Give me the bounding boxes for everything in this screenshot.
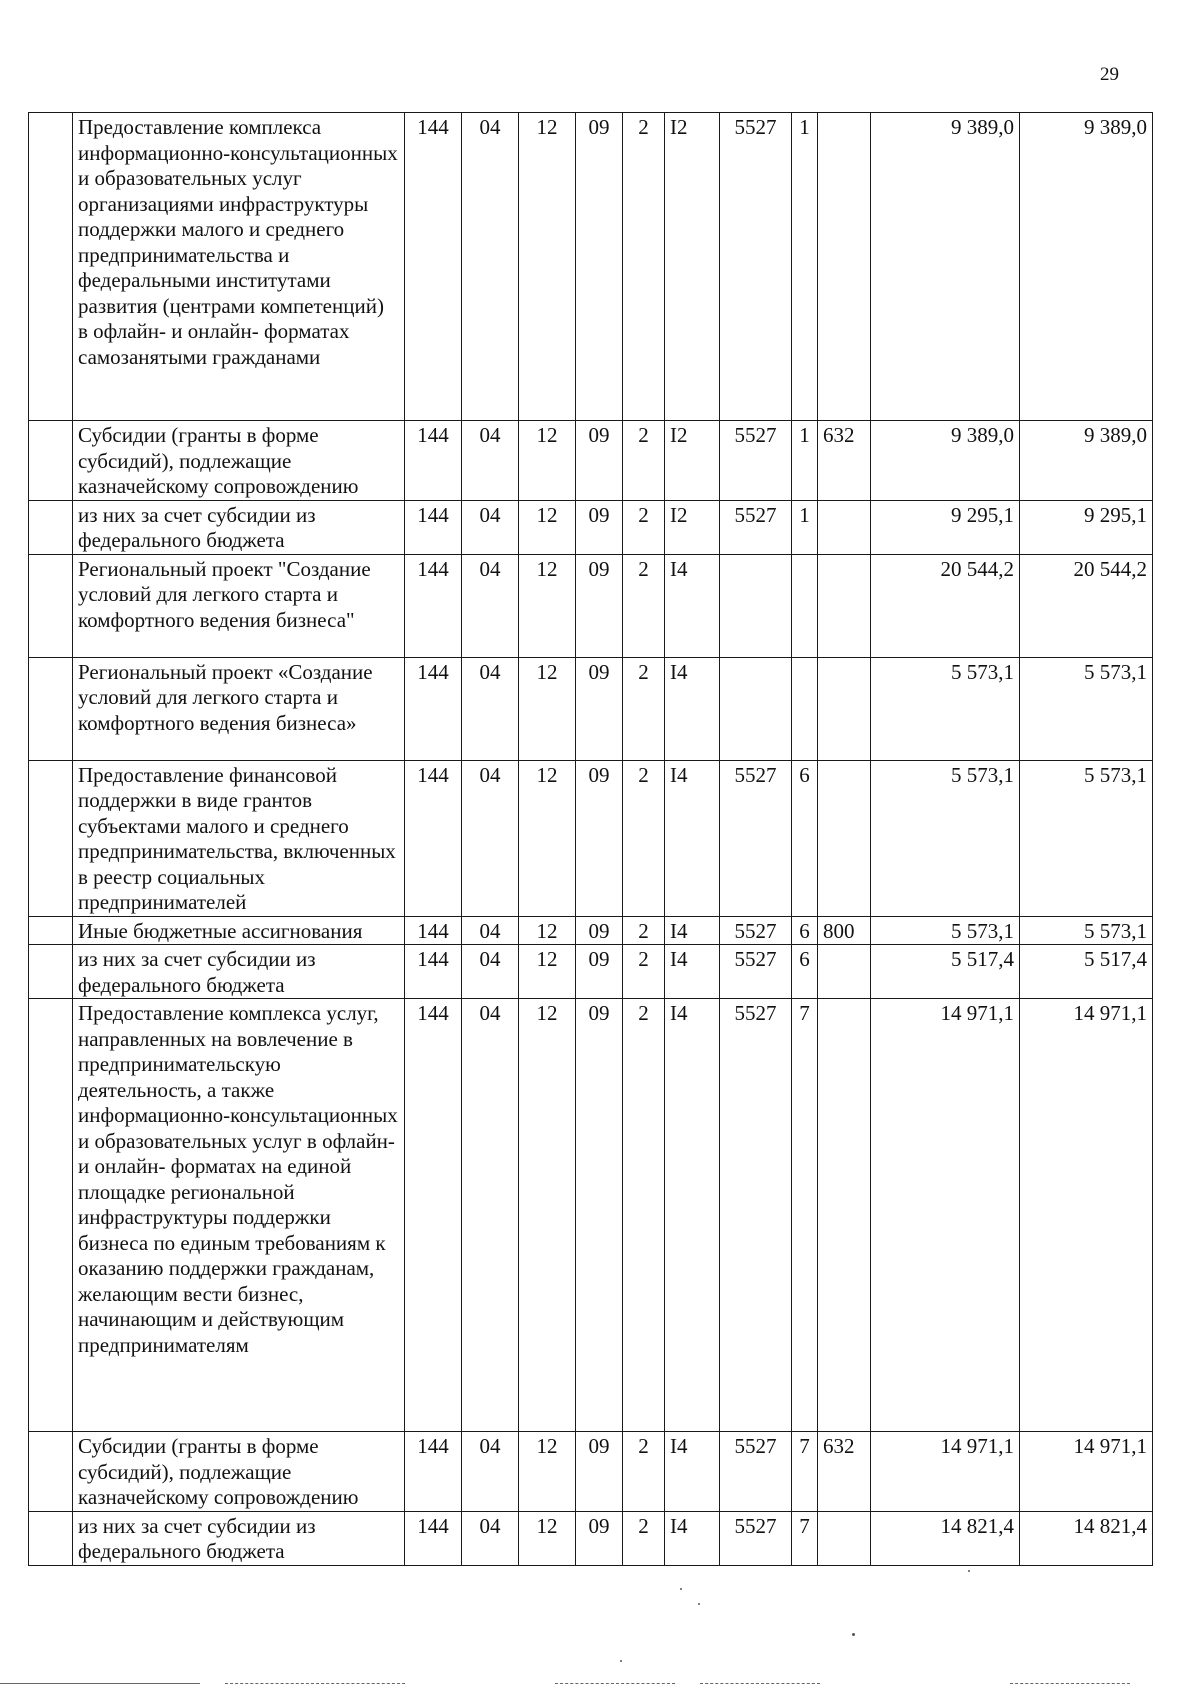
target-article-part5-cell: 6 [792,945,818,999]
row-number-cell [29,760,73,916]
subsection-code-cell: 12 [519,945,576,999]
amount-year1-cell: 5 517,4 [871,945,1020,999]
expense-name-cell: Предоставление комплекса информационно-консультационных и образовательных услуг организациями инфраструктуры поддержки малого и среднего предпринимательства и федеральными институтами развития (центрами компетенций) в офлайн- и онлайн- форматах самозанятыми гражданами [73,113,405,421]
expense-type-cell [818,554,871,657]
amount-year2-cell: 5 573,1 [1020,916,1153,945]
section-code-cell: 04 [462,760,519,916]
amount-year2-cell: 14 821,4 [1020,1511,1153,1565]
target-article-part5-cell: 6 [792,760,818,916]
scan-speck [968,1570,970,1572]
expense-type-cell [818,945,871,999]
expense-type-cell [818,760,871,916]
expense-type-cell [818,113,871,421]
table-row [29,760,1153,916]
grbs-code-cell: 144 [405,421,462,501]
subsection-code-cell: 12 [519,999,576,1432]
table-row [29,999,1153,1432]
grbs-code-cell: 144 [405,760,462,916]
target-article-part2-cell: 2 [623,113,665,421]
target-article-part4-cell: 5527 [720,945,792,999]
footer-line [555,1683,675,1684]
target-article-part4-cell: 5527 [720,999,792,1432]
row-number-cell [29,1432,73,1512]
row-number-cell [29,500,73,554]
footer-line [225,1683,405,1684]
target-article-part1-cell: 09 [576,421,623,501]
subsection-code-cell: 12 [519,657,576,760]
target-article-part1-cell: 09 [576,657,623,760]
expense-name-cell: Предоставление финансовой поддержки в виде грантов субъектами малого и среднего предпринимательства, включенных в реестр социальных предпринимателей [73,760,405,916]
expense-name-cell: из них за счет субсидии из федерального бюджета [73,500,405,554]
table-row [29,1432,1153,1512]
subsection-code-cell: 12 [519,760,576,916]
section-code-cell: 04 [462,999,519,1432]
table-row [29,554,1153,657]
target-article-part5-cell: 1 [792,500,818,554]
expense-type-cell [818,999,871,1432]
target-article-part1-cell: 09 [576,916,623,945]
row-number-cell [29,1511,73,1565]
subsection-code-cell: 12 [519,916,576,945]
target-article-part1-cell: 09 [576,500,623,554]
subsection-code-cell: 12 [519,113,576,421]
target-article-part1-cell: 09 [576,1511,623,1565]
subsection-code-cell: 12 [519,1432,576,1512]
target-article-part3-cell: I4 [665,1511,720,1565]
amount-year2-cell: 14 971,1 [1020,999,1153,1432]
page-number: 29 [1100,64,1119,85]
target-article-part2-cell: 2 [623,1511,665,1565]
table-body [29,113,1153,1566]
target-article-part5-cell [792,657,818,760]
row-number-cell [29,113,73,421]
target-article-part2-cell: 2 [623,1432,665,1512]
grbs-code-cell: 144 [405,500,462,554]
table-row [29,421,1153,501]
target-article-part3-cell: I4 [665,760,720,916]
target-article-part4-cell: 5527 [720,1432,792,1512]
target-article-part4-cell [720,657,792,760]
row-number-cell [29,421,73,501]
target-article-part4-cell: 5527 [720,916,792,945]
scan-speck [698,1603,700,1605]
expense-name-cell: из них за счет субсидии из федерального бюджета [73,945,405,999]
target-article-part5-cell: 7 [792,1432,818,1512]
section-code-cell: 04 [462,945,519,999]
target-article-part4-cell: 5527 [720,421,792,501]
footer-line [0,1683,200,1684]
target-article-part3-cell: I4 [665,1432,720,1512]
expense-type-cell: 632 [818,1432,871,1512]
table-row [29,916,1153,945]
amount-year1-cell: 5 573,1 [871,760,1020,916]
table-row [29,113,1153,421]
grbs-code-cell: 144 [405,945,462,999]
subsection-code-cell: 12 [519,500,576,554]
table-row [29,500,1153,554]
target-article-part1-cell: 09 [576,113,623,421]
target-article-part2-cell: 2 [623,500,665,554]
grbs-code-cell: 144 [405,916,462,945]
footer-line [1010,1683,1130,1684]
amount-year1-cell: 9 389,0 [871,421,1020,501]
target-article-part3-cell: I4 [665,999,720,1432]
target-article-part3-cell: I4 [665,945,720,999]
grbs-code-cell: 144 [405,113,462,421]
target-article-part1-cell: 09 [576,760,623,916]
target-article-part5-cell: 6 [792,916,818,945]
grbs-code-cell: 144 [405,1432,462,1512]
subsection-code-cell: 12 [519,421,576,501]
target-article-part1-cell: 09 [576,999,623,1432]
grbs-code-cell: 144 [405,1511,462,1565]
section-code-cell: 04 [462,500,519,554]
target-article-part4-cell: 5527 [720,760,792,916]
footer-line [700,1683,820,1684]
scan-speck [620,1660,622,1662]
target-article-part2-cell: 2 [623,916,665,945]
target-article-part1-cell: 09 [576,945,623,999]
budget-table [28,112,1153,1566]
expense-name-cell: Субсидии (гранты в форме субсидий), подлежащие казначейскому сопровождению [73,421,405,501]
target-article-part5-cell [792,554,818,657]
expense-name-cell: из них за счет субсидии из федерального бюджета [73,1511,405,1565]
amount-year2-cell: 5 573,1 [1020,657,1153,760]
table-row [29,1511,1153,1565]
target-article-part4-cell: 5527 [720,500,792,554]
table-row [29,945,1153,999]
target-article-part3-cell: I4 [665,657,720,760]
amount-year2-cell: 9 295,1 [1020,500,1153,554]
target-article-part2-cell: 2 [623,554,665,657]
amount-year1-cell: 5 573,1 [871,916,1020,945]
amount-year1-cell: 14 821,4 [871,1511,1020,1565]
target-article-part3-cell: I4 [665,554,720,657]
scan-speck [680,1588,682,1590]
target-article-part5-cell: 7 [792,1511,818,1565]
scan-speck [852,1633,855,1636]
section-code-cell: 04 [462,554,519,657]
amount-year1-cell: 14 971,1 [871,999,1020,1432]
target-article-part2-cell: 2 [623,945,665,999]
target-article-part3-cell: I2 [665,500,720,554]
grbs-code-cell: 144 [405,657,462,760]
row-number-cell [29,657,73,760]
target-article-part3-cell: I2 [665,421,720,501]
subsection-code-cell: 12 [519,1511,576,1565]
expense-name-cell: Субсидии (гранты в форме субсидий), подлежащие казначейскому сопровождению [73,1432,405,1512]
grbs-code-cell: 144 [405,999,462,1432]
expense-type-cell [818,657,871,760]
row-number-cell [29,916,73,945]
expense-name-cell: Иные бюджетные ассигнования [73,916,405,945]
section-code-cell: 04 [462,1511,519,1565]
target-article-part2-cell: 2 [623,760,665,916]
section-code-cell: 04 [462,421,519,501]
target-article-part2-cell: 2 [623,999,665,1432]
amount-year2-cell: 9 389,0 [1020,421,1153,501]
amount-year1-cell: 20 544,2 [871,554,1020,657]
target-article-part5-cell: 1 [792,421,818,501]
row-number-cell [29,999,73,1432]
amount-year1-cell: 9 389,0 [871,113,1020,421]
row-number-cell [29,945,73,999]
expense-name-cell: Региональный проект «Создание условий для легкого старта и комфортного ведения бизнеса» [73,657,405,760]
target-article-part1-cell: 09 [576,554,623,657]
amount-year2-cell: 5 573,1 [1020,760,1153,916]
expense-type-cell [818,500,871,554]
target-article-part4-cell: 5527 [720,1511,792,1565]
subsection-code-cell: 12 [519,554,576,657]
target-article-part3-cell: I2 [665,113,720,421]
expense-name-cell: Предоставление комплекса услуг, направленных на вовлечение в предпринимательскую деятельность, а также информационно-консультационных и образовательных услуг в офлайн- и онлайн- форматах на единой площадке региональной инфраструктуры поддержки бизнеса по единым требованиям к оказанию поддержки гражданам, желающим вести бизнес, начинающим и действующим предпринимателям [73,999,405,1432]
amount-year2-cell: 20 544,2 [1020,554,1153,657]
grbs-code-cell: 144 [405,554,462,657]
section-code-cell: 04 [462,1432,519,1512]
row-number-cell [29,554,73,657]
section-code-cell: 04 [462,916,519,945]
amount-year1-cell: 9 295,1 [871,500,1020,554]
section-code-cell: 04 [462,657,519,760]
amount-year2-cell: 5 517,4 [1020,945,1153,999]
expense-name-cell: Региональный проект "Создание условий для легкого старта и комфортного ведения бизнеса" [73,554,405,657]
target-article-part1-cell: 09 [576,1432,623,1512]
section-code-cell: 04 [462,113,519,421]
target-article-part3-cell: I4 [665,916,720,945]
amount-year2-cell: 9 389,0 [1020,113,1153,421]
expense-type-cell: 800 [818,916,871,945]
expense-type-cell [818,1511,871,1565]
amount-year1-cell: 5 573,1 [871,657,1020,760]
target-article-part4-cell [720,554,792,657]
target-article-part4-cell: 5527 [720,113,792,421]
target-article-part2-cell: 2 [623,657,665,760]
table-row [29,657,1153,760]
expense-type-cell: 632 [818,421,871,501]
target-article-part2-cell: 2 [623,421,665,501]
amount-year2-cell: 14 971,1 [1020,1432,1153,1512]
target-article-part5-cell: 7 [792,999,818,1432]
amount-year1-cell: 14 971,1 [871,1432,1020,1512]
target-article-part5-cell: 1 [792,113,818,421]
